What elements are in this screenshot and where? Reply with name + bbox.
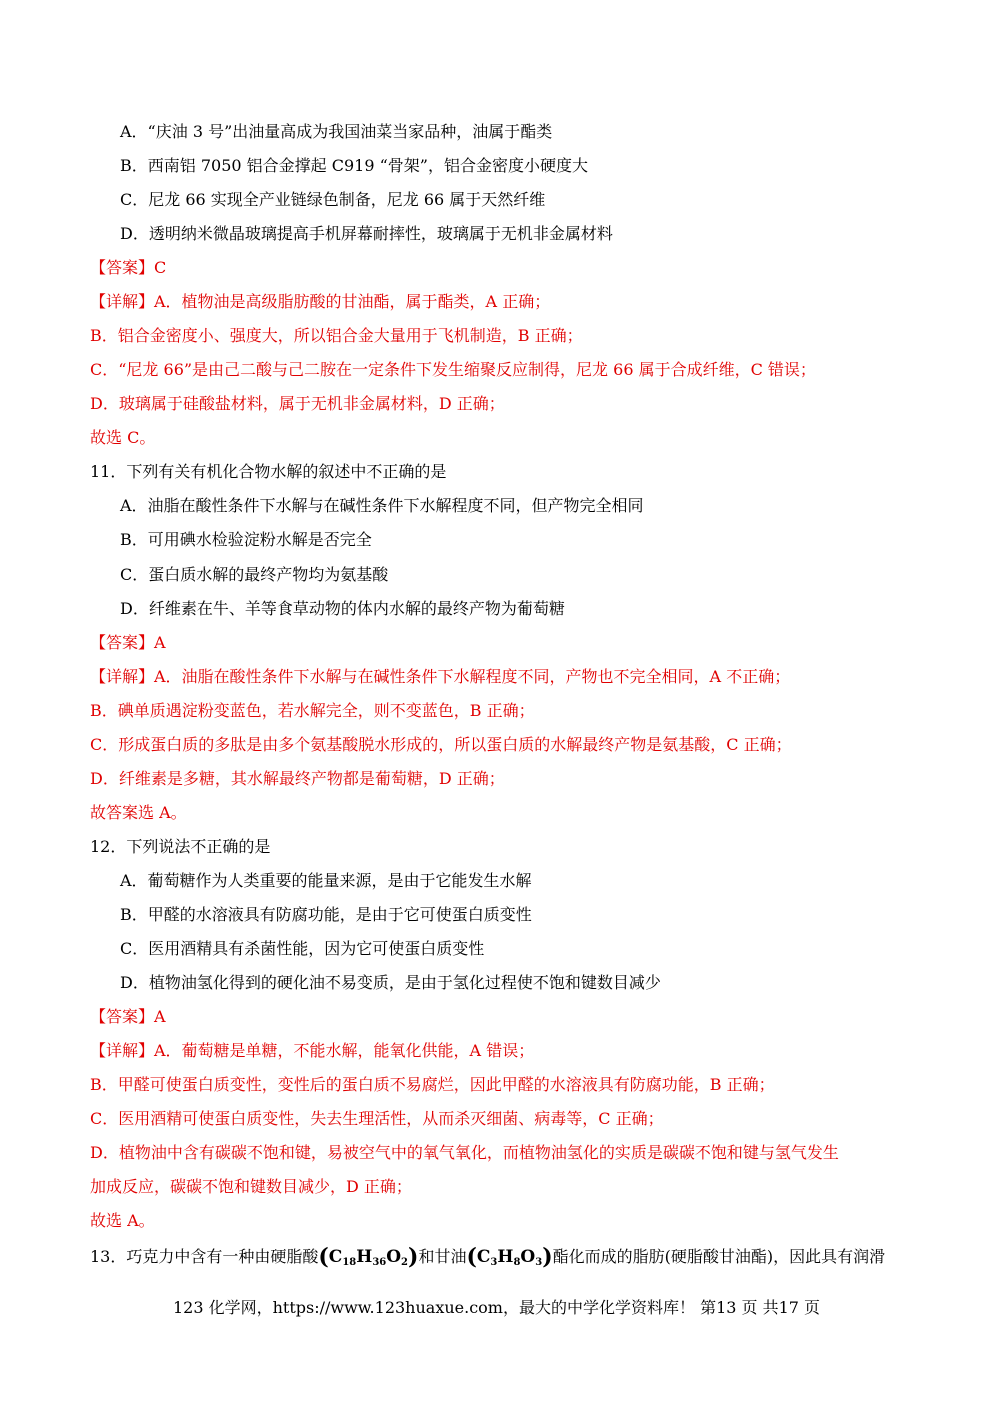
q11-option-b: B．可用碘水检验淀粉水解是否完全 — [120, 530, 372, 549]
q10-answer: 【答案】C — [90, 258, 167, 277]
q12-explanation-3: C．医用酒精可使蛋白质变性，失去生理活性，从而杀灭细菌、病毒等，C 正确； — [90, 1109, 664, 1128]
glycerol-formula: $C_3H_8O_3$ — [476, 1247, 543, 1268]
q11-option-d: D．纤维素在牛、羊等食草动物的体内水解的最终产物为葡萄糖 — [120, 599, 565, 618]
q10-option-c: C．尼龙 66 实现全产业链绿色制备，尼龙 66 属于天然纤维 — [120, 190, 546, 209]
q10-option-b: B．西南铝 7050 铝合金撑起 C919 “骨架”，铝合金密度小硬度大 — [120, 156, 588, 175]
q12-option-a: A．葡萄糖作为人类重要的能量来源，是由于它能发生水解 — [120, 871, 532, 890]
q13-stem-part-2: 和甘油 — [418, 1247, 467, 1266]
q10-option-d: D．透明纳米微晶玻璃提高手机屏幕耐摔性，玻璃属于无机非金属材料 — [120, 224, 613, 243]
q11-conclusion: 故答案选 A。 — [90, 803, 187, 822]
page-footer: 123 化学网，https://www.123huaxue.com，最大的中学化学资料库！ 第13 页 共17 页 — [172, 1298, 821, 1317]
q12-explanation-5: 加成反应，碳碳不饱和键数目减少，D 正确； — [90, 1177, 412, 1196]
q12-explanation-1: 【详解】A．葡萄糖是单糖，不能水解，能氧化供能，A 错误； — [90, 1041, 535, 1060]
q12-explanation-4: D．植物油中含有碳碳不饱和键，易被空气中的氧气氧化，而植物油氢化的实质是碳碳不饱和键与氢气发生 — [90, 1143, 839, 1162]
q12-explanation-2: B．甲醛可使蛋白质变性，变性后的蛋白质不易腐烂，因此甲醛的水溶液具有防腐功能，B 正确； — [90, 1075, 775, 1094]
q13-stem — [90, 1244, 886, 1270]
q12-answer: 【答案】A — [90, 1007, 166, 1026]
q11-explanation-4: D．纤维素是多糖，其水解最终产物都是葡萄糖，D 正确； — [90, 769, 505, 788]
q13-stem-part-1: 13．巧克力中含有一种由硬脂酸 — [90, 1247, 319, 1266]
q11-answer: 【答案】A — [90, 633, 166, 652]
q11-explanation-2: B．碘单质遇淀粉变蓝色，若水解完全，则不变蓝色，B 正确； — [90, 701, 535, 720]
q10-explanation-1: 【详解】A．植物油是高级脂肪酸的甘油酯，属于酯类，A 正确； — [90, 292, 551, 311]
q12-conclusion: 故选 A。 — [90, 1211, 155, 1230]
q11-option-c: C．蛋白质水解的最终产物均为氨基酸 — [120, 565, 389, 584]
q12-option-d: D．植物油氢化得到的硬化油不易变质，是由于氢化过程使不饱和键数目减少 — [120, 973, 661, 992]
q10-option-a: A．“庆油 3 号”出油量高成为我国油菜当家品种，油属于酯类 — [120, 122, 553, 141]
q11-option-a: A．油脂在酸性条件下水解与在碱性条件下水解程度不同，但产物完全相同 — [120, 496, 644, 515]
q10-explanation-3: C．“尼龙 66”是由己二酸与己二胺在一定条件下发生缩聚反应制得，尼龙 66 属于合成纤维，C 错误； — [90, 360, 816, 379]
q11-stem: 11．下列有关有机化合物水解的叙述中不正确的是 — [90, 462, 447, 481]
close-paren: ) — [408, 1244, 419, 1270]
open-paren: ( — [318, 1244, 329, 1270]
q12-option-b: B．甲醛的水溶液具有防腐功能，是由于它可使蛋白质变性 — [120, 905, 532, 924]
q10-explanation-2: B．铝合金密度小、强度大，所以铝合金大量用于飞机制造，B 正确； — [90, 326, 583, 345]
q12-option-c: C．医用酒精具有杀菌性能，因为它可使蛋白质变性 — [120, 939, 485, 958]
q13-stem-part-3: 酯化而成的脂肪(硬脂酸甘油酯)，因此具有润滑 — [552, 1247, 886, 1266]
q11-explanation-1: 【详解】A．油脂在酸性条件下水解与在碱性条件下水解程度不同，产物也不完全相同，A 不正确； — [90, 667, 791, 686]
q12-stem: 12．下列说法不正确的是 — [90, 837, 271, 856]
q11-explanation-3: C．形成蛋白质的多肽是由多个氨基酸脱水形成的，所以蛋白质的水解最终产物是氨基酸，C 正确； — [90, 735, 792, 754]
stearic-acid-formula: $C_{18}H_{36}O_2$ — [328, 1247, 409, 1268]
open-paren: ( — [466, 1244, 477, 1270]
q10-explanation-4: D．玻璃属于硅酸盐材料，属于无机非金属材料，D 正确； — [90, 394, 505, 413]
close-paren: ) — [542, 1244, 553, 1270]
q10-conclusion: 故选 C。 — [90, 428, 156, 447]
